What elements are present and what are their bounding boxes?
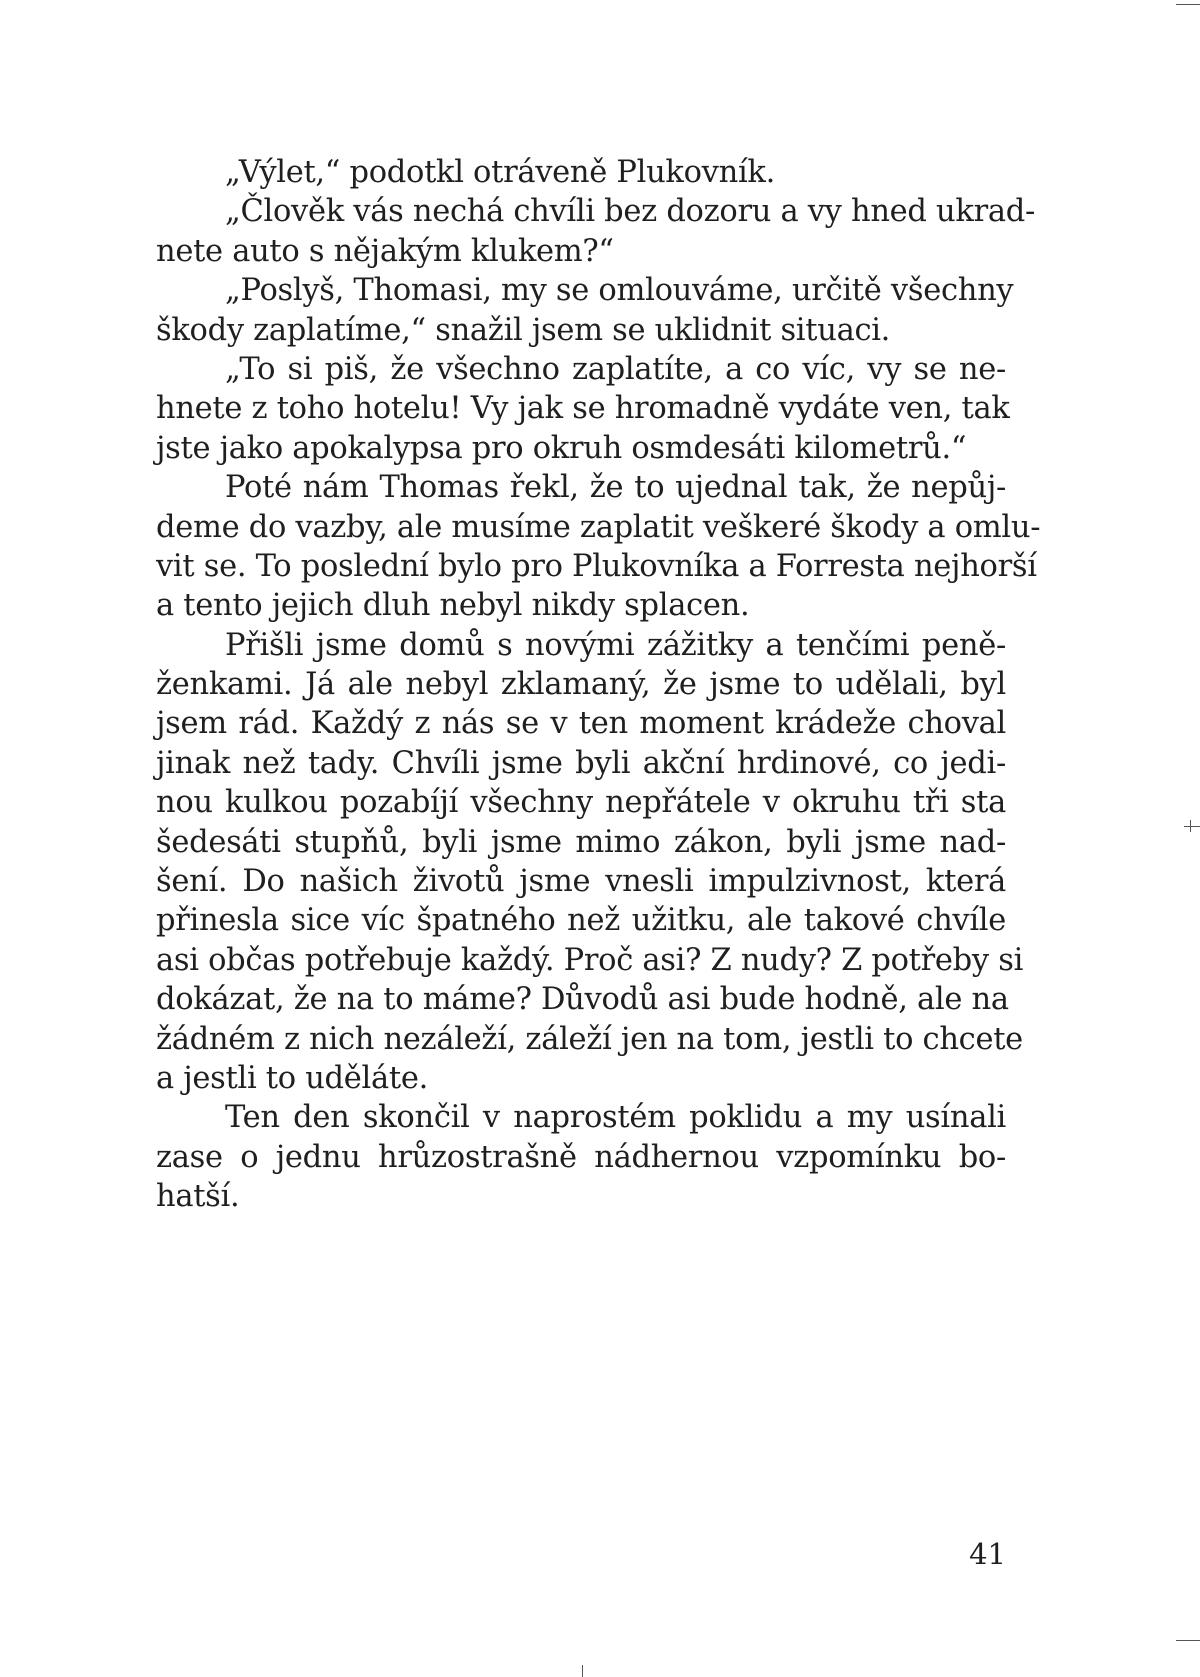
text-line: vit se. To poslední bylo pro Plukovníka a Forresta nejhorší xyxy=(156,548,1037,584)
text-line: „Člověk vás nechá chvíli bez dozoru a vy hned ukrad- xyxy=(225,194,1035,230)
text-line: a jestli to uděláte. xyxy=(156,1060,428,1096)
text-line: jinak než tady. Chvíli jsme byli akční hrdinové, co jedi- xyxy=(156,745,1006,781)
text-line: deme do vazby, ale musíme zaplatit veškeré škody a omlu- xyxy=(156,509,1041,545)
text-line: žádném z nich nezáleží, záleží jen na tom, jestli to chcete xyxy=(156,1021,1023,1057)
crop-mark-mid-right-tick xyxy=(1190,820,1191,832)
text-line: nou kulkou pozabíjí všechny nepřátele v okruhu tři sta xyxy=(156,785,1006,821)
text-line: hnete z toho hotelu! Vy jak se hromadně vydáte ven, tak xyxy=(156,391,1010,427)
text-line: přinesla sice víc špatného než užitku, ale takové chvíle xyxy=(156,903,1006,939)
page-number: 41 xyxy=(969,1537,1006,1571)
text-line: šení. Do našich životů jsme vnesli impulzivnost, která xyxy=(156,864,1006,900)
body-text xyxy=(156,153,1041,1217)
text-line: jste jako apokalypsa pro okruh osmdesáti kilometrů.“ xyxy=(156,430,967,466)
text-line: asi občas potřebuje každý. Proč asi? Z nudy? Z potřeby si xyxy=(156,942,1024,978)
text-line: „Výlet,“ podotkl otráveně Plukovník. xyxy=(225,155,775,190)
text-line: Poté nám Thomas řekl, že to ujednal tak, že nepůj- xyxy=(225,470,1006,506)
crop-mark-top-right xyxy=(1176,4,1200,5)
text-line: jsem rád. Každý z nás se v ten moment krádeže choval xyxy=(156,706,1006,742)
text-line: „Poslyš, Thomasi, my se omlouváme, určitě všechny xyxy=(225,273,1014,309)
text-line: ženkami. Já ale nebyl zklamaný, že jsme to udělali, byl xyxy=(156,667,1006,703)
crop-mark-bottom-center xyxy=(582,1665,583,1677)
crop-mark-bottom-right xyxy=(1176,1640,1200,1641)
text-line: „To si piš, že všechno zaplatíte, a co víc, vy se ne- xyxy=(225,351,1006,387)
text-line: škody zaplatíme,“ snažil jsem se uklidnit situaci. xyxy=(156,312,891,348)
text-line: Přišli jsme domů s novými zážitky a tenčími peně- xyxy=(225,627,1006,663)
text-line: zase o jednu hrůzostrašně nádhernou vzpomínku bo- xyxy=(156,1139,1006,1175)
text-line: hatší. xyxy=(156,1179,240,1215)
text-line: Ten den skončil v naprostém poklidu a my usínali xyxy=(225,1100,1006,1136)
text-line: a tento jejich dluh nebyl nikdy splacen. xyxy=(156,588,750,624)
text-line: šedesáti stupňů, byli jsme mimo zákon, byli jsme nad- xyxy=(156,824,1006,860)
text-line: dokázat, že na to máme? Důvodů asi bude hodně, ale na xyxy=(156,982,1009,1018)
text-line: nete auto s nějakým klukem?“ xyxy=(156,233,614,269)
crop-mark-mid-right xyxy=(1184,826,1200,827)
